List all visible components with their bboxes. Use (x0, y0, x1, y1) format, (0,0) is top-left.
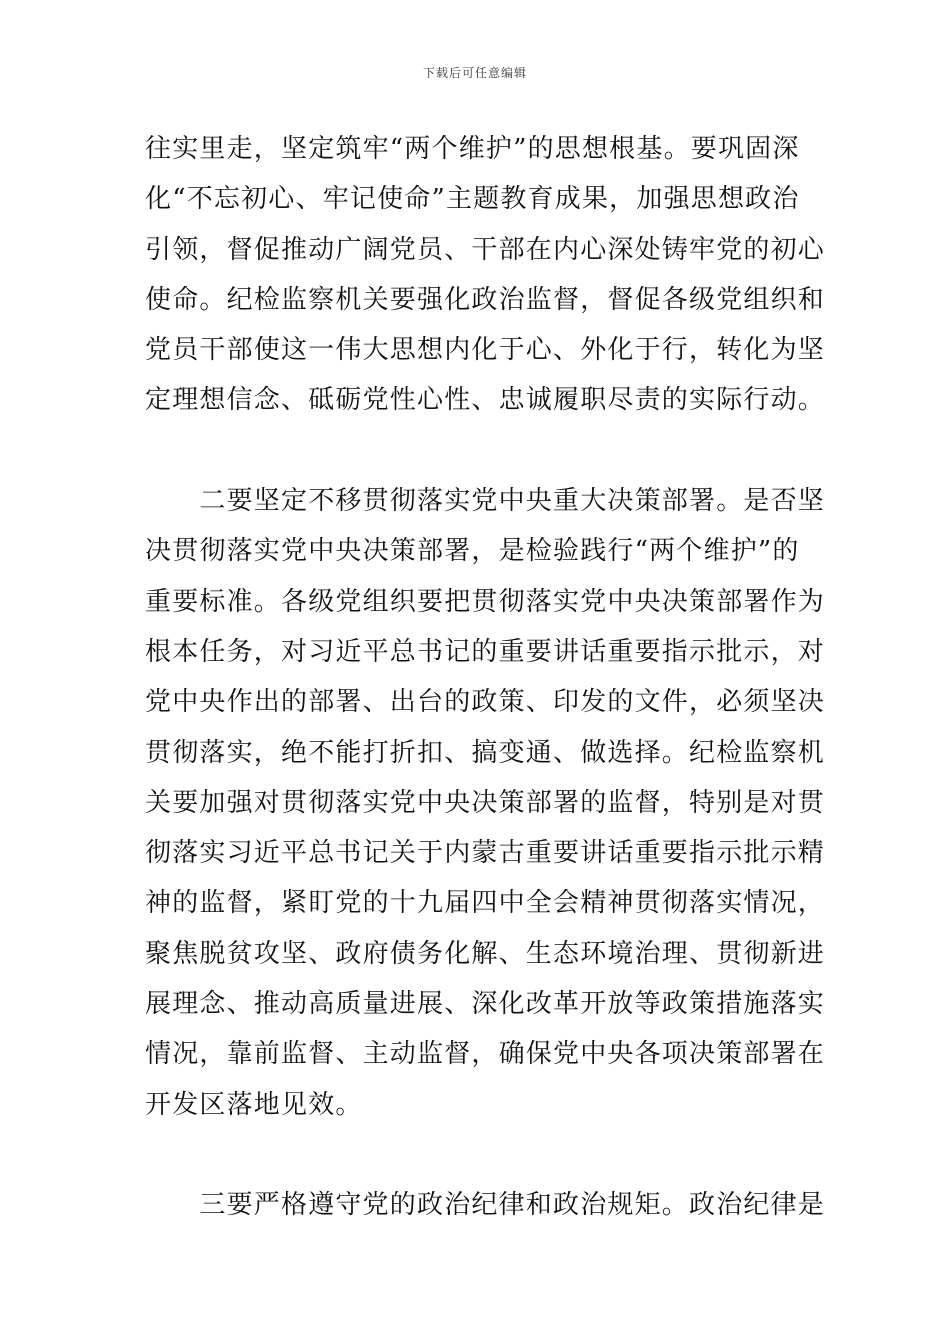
text-line: 情况，靠前监督、主动监督，确保党中央各项决策部署在 (145, 1039, 826, 1070)
text-line: 引领，督促推动广阔党员、干部在内心深处铸牢党的初心 (145, 234, 826, 265)
text-line: 化“不忘初心、牢记使命”主题教育成果，加强思想政治 (145, 184, 800, 215)
text-line: 三要严格遵守党的政治纪律和政治规矩。政治纪律是 (145, 1190, 826, 1221)
text-line: 展理念、推动高质量进展、深化改革开放等政策措施落实 (145, 989, 826, 1020)
text-line: 神的监督，紧盯党的十九届四中全会精神贯彻落实情况， (145, 888, 826, 919)
paragraph-2 (145, 476, 826, 1130)
paragraph-1 (145, 124, 826, 426)
body-text (145, 124, 826, 1231)
text-line: 党中央作出的部署、出台的政策、印发的文件，必须坚决 (145, 687, 826, 718)
paragraph-gap (145, 1130, 813, 1180)
text-line: 定理想信念、砥砺党性心性、忠诚履职尽责的实际行动。 (145, 385, 826, 416)
text-line: 开发区落地见效。 (145, 1089, 363, 1120)
text-line: 二要坚定不移贯彻落实党中央重大决策部署。是否坚 (145, 486, 826, 517)
text-line: 根本任务，对习近平总书记的重要讲话重要指示批示，对 (145, 636, 826, 667)
text-line: 决贯彻落实党中央决策部署，是检验践行“两个维护”的 (145, 536, 800, 567)
text-line: 往实里走，坚定筑牢“两个维护”的思想根基。要巩固深 (145, 134, 800, 164)
text-line: 重要标准。各级党组织要把贯彻落实党中央决策部署作为 (145, 586, 826, 617)
text-line: 聚焦脱贫攻坚、政府债务化解、生态环境治理、贯彻新进 (145, 938, 826, 969)
header-note: 下载后可任意编辑 (422, 66, 527, 80)
paragraph-gap (145, 426, 813, 476)
text-line: 贯彻落实，绝不能打折扣、搞变通、做选择。纪检监察机 (145, 737, 826, 768)
text-line: 使命。纪检监察机关要强化政治监督，督促各级党组织和 (145, 284, 826, 315)
text-line: 彻落实习近平总书记关于内蒙古重要讲话重要指示批示精 (145, 838, 826, 869)
paragraph-3 (145, 1180, 826, 1230)
text-line: 党员干部使这一伟大思想内化于心、外化于行，转化为坚 (145, 335, 826, 366)
text-line: 关要加强对贯彻落实党中央决策部署的监督，特别是对贯 (145, 787, 826, 818)
